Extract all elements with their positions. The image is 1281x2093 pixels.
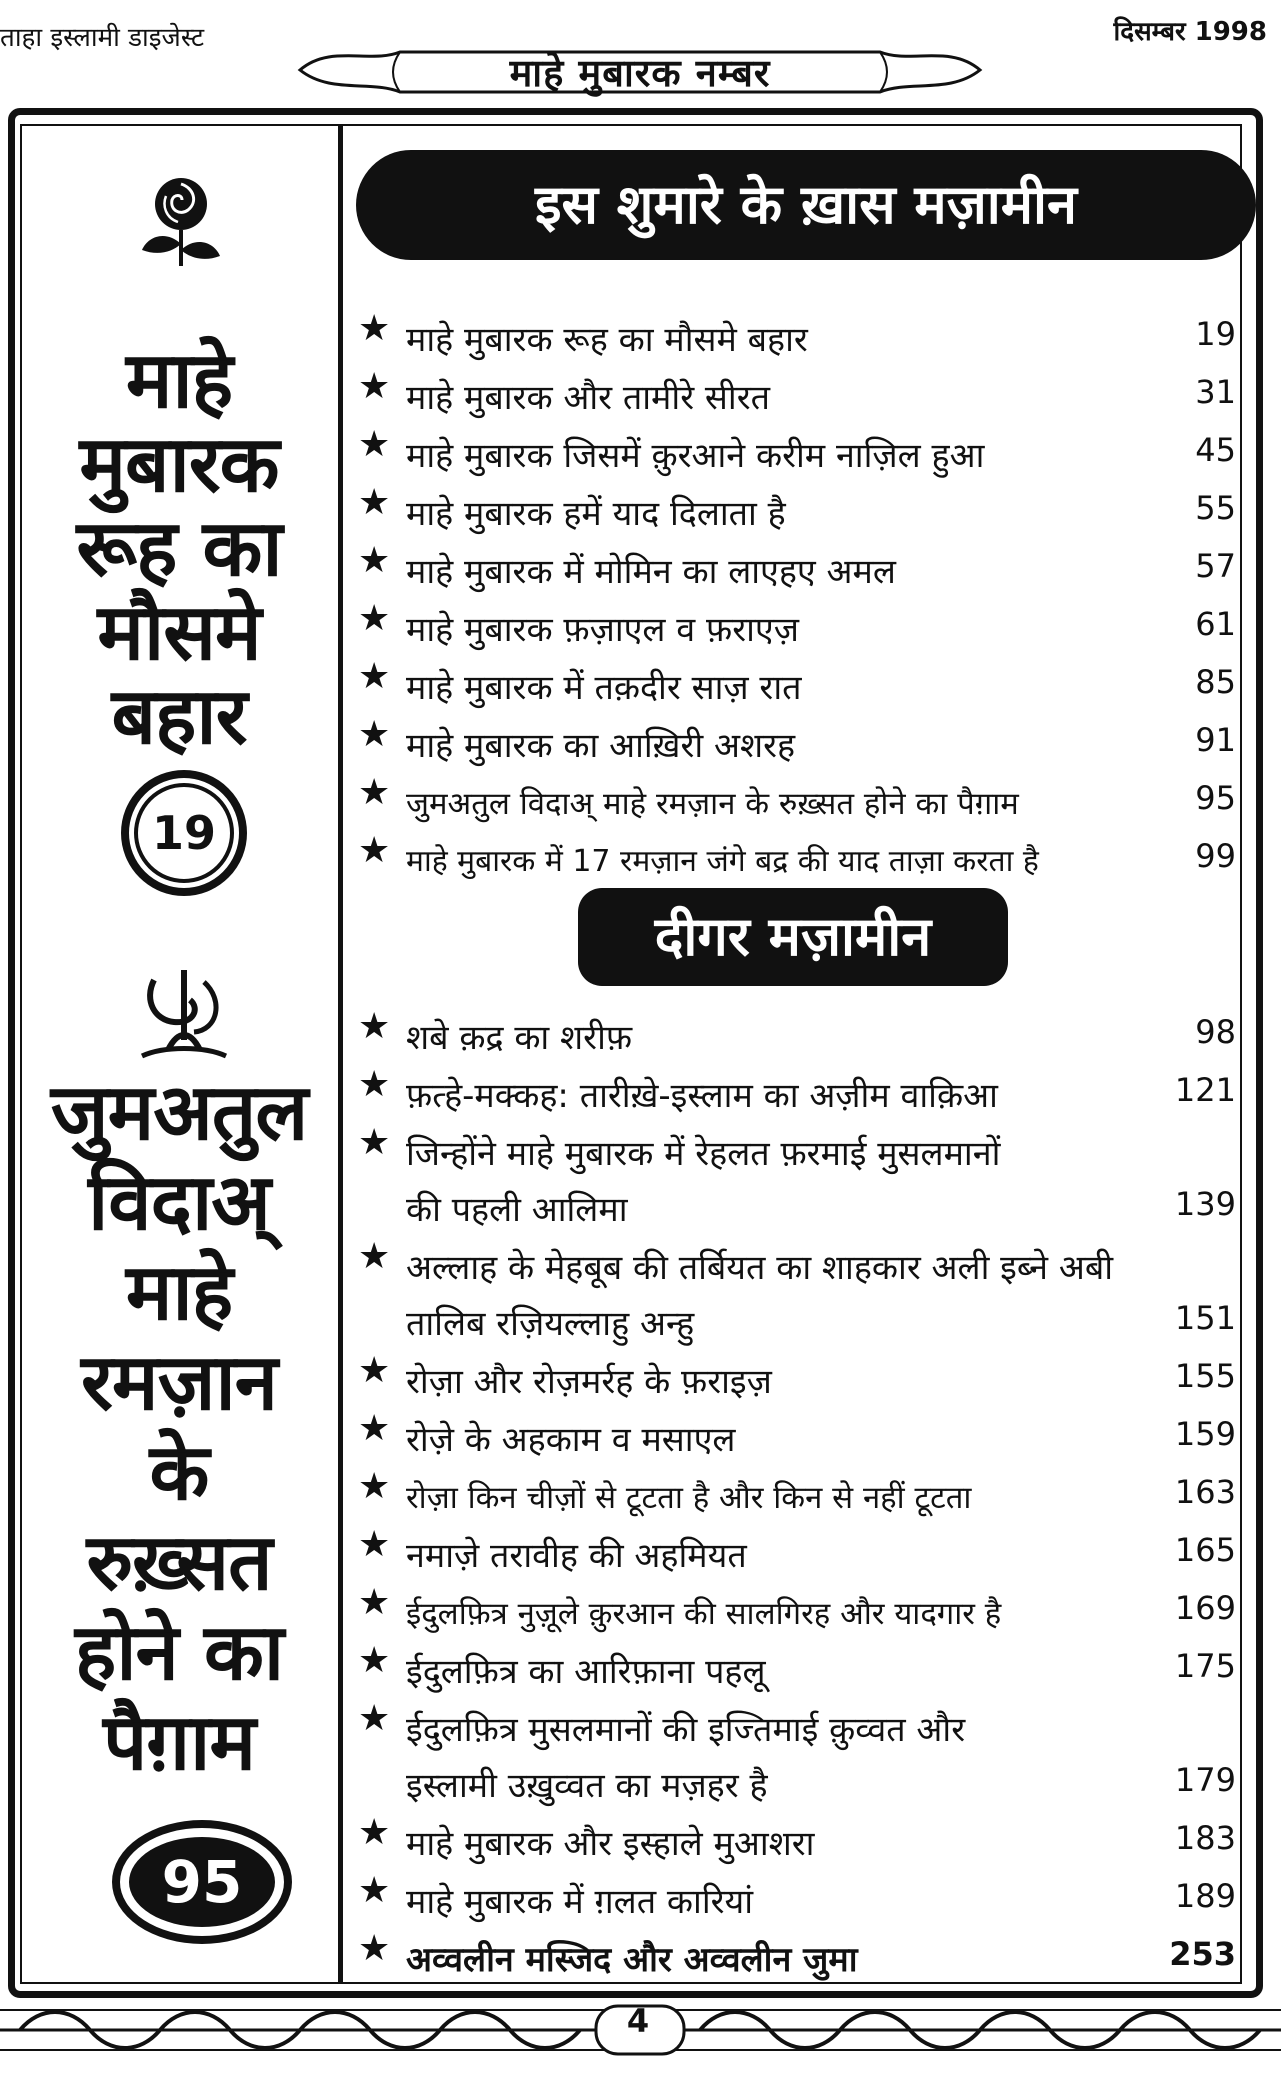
toc-page: 189 [1174, 1877, 1236, 1915]
toc-entry[interactable] [358, 654, 1258, 712]
star-icon: ★ [358, 656, 391, 697]
toc-page: 61 [1195, 605, 1236, 643]
star-icon: ★ [358, 1870, 391, 1911]
star-icon: ★ [358, 1812, 391, 1853]
special-issue-banner [290, 34, 990, 98]
toc-title: माहे मुबारक में ग़लत कारियां [406, 1882, 754, 1922]
issue-date: दिसम्बर 1998 [1113, 17, 1267, 47]
sidebar [24, 130, 334, 1980]
sidebar-line: विदाअ् [88, 1158, 270, 1248]
toc-entry[interactable] [358, 306, 1258, 364]
sidebar-line: के [149, 1428, 209, 1518]
toc-entry[interactable] [358, 1348, 1258, 1406]
star-icon: ★ [358, 1928, 391, 1969]
star-icon: ★ [358, 1350, 391, 1391]
toc-title: ईदुलफ़ित्र का आरिफ़ाना पहलू [406, 1652, 766, 1692]
toc-entry[interactable] [358, 422, 1258, 480]
sidebar-line: रूह का [76, 504, 282, 594]
rose-icon [136, 170, 226, 270]
toc-title: फ़त्हे-मक्कह: तारीख़े-इस्लाम का अज़ीम वाक़िआ [406, 1076, 998, 1116]
toc-page: 91 [1195, 721, 1236, 759]
banner-title: माहे मुबारक नम्बर [509, 51, 771, 95]
toc-entry[interactable] [358, 828, 1258, 886]
toc-page: 57 [1195, 547, 1236, 585]
page-number-circle [121, 770, 247, 896]
sidebar-line: मुबारक [79, 420, 279, 510]
toc-entry[interactable] [358, 480, 1258, 538]
ornament-icon [134, 960, 234, 1070]
toc-page: 163 [1174, 1473, 1236, 1511]
toc-page: 99 [1195, 837, 1236, 875]
toc-page: 85 [1195, 663, 1236, 701]
toc-entry[interactable] [358, 1004, 1258, 1062]
toc-title: माहे मुबारक और तामीरे सीरत [406, 378, 770, 418]
page-number-oval [112, 1820, 292, 1944]
toc-entry[interactable] [358, 1234, 1258, 1348]
toc-entry[interactable] [358, 1638, 1258, 1696]
toc-title: माहे मुबारक में मोमिन का लाएहए अमल [406, 552, 896, 592]
toc-page: 175 [1174, 1647, 1236, 1685]
star-icon: ★ [358, 1640, 391, 1681]
star-icon: ★ [358, 482, 391, 523]
featured-articles-list [358, 306, 1258, 886]
sidebar-line: माहे [125, 336, 233, 426]
toc-entry[interactable] [358, 1810, 1258, 1868]
toc-entry[interactable] [358, 538, 1258, 596]
toc-page: 45 [1195, 431, 1236, 469]
toc-title: ईदुलफ़ित्र नुज़ूले क़ुरआन की सालगिरह और यादगार है [406, 1596, 1002, 1632]
toc-title: शबे क़द्र का शरीफ़ [406, 1018, 633, 1058]
toc-title: माहे मुबारक का आख़िरी अशरह [406, 726, 796, 766]
section-heading-other: दीगर मज़ामीन [578, 888, 1008, 986]
toc-title: माहे मुबारक में तक़दीर साज़ रात [406, 668, 802, 708]
toc-page: 55 [1195, 489, 1236, 527]
toc-entry[interactable] [358, 1062, 1258, 1120]
toc-title: माहे मुबारक हमें याद दिलाता है [406, 494, 786, 534]
star-icon: ★ [358, 598, 391, 639]
toc-entry[interactable] [358, 1926, 1258, 1984]
toc-page: 155 [1174, 1357, 1236, 1395]
magazine-name: ताहा इस्लामी डाइजेस्ट [0, 23, 205, 53]
toc-entry[interactable] [358, 1580, 1258, 1638]
sidebar-line: होने का [74, 1608, 284, 1698]
star-icon: ★ [358, 1408, 391, 1449]
toc-page: 169 [1174, 1589, 1236, 1627]
sidebar-line: बहार [111, 672, 247, 762]
star-icon: ★ [358, 1582, 391, 1623]
toc-page: 159 [1174, 1415, 1236, 1453]
toc-entry[interactable] [358, 1522, 1258, 1580]
star-icon: ★ [358, 1236, 391, 1277]
toc-entry[interactable] [358, 1868, 1258, 1926]
toc-page: 19 [1195, 315, 1236, 353]
star-icon: ★ [358, 366, 391, 407]
sidebar-line: रुख़्सत [86, 1518, 272, 1608]
toc-title: ईदुलफ़ित्र मुसलमानों की इज्तिमाई क़ुव्वत और इस्लामी उख़ुव्वत का मज़हर है [406, 1710, 966, 1806]
toc-page: 183 [1174, 1819, 1236, 1857]
toc-page: 151 [1174, 1299, 1236, 1337]
toc-title: माहे मुबारक फ़ज़ाएल व फ़राएज़ [406, 610, 799, 650]
toc-title: माहे मुबारक जिसमें क़ुरआने करीम नाज़िल हुआ [406, 436, 985, 476]
sidebar-line: पैग़ाम [102, 1698, 256, 1788]
sidebar-line: मौसमे [97, 588, 261, 678]
star-icon: ★ [358, 1064, 391, 1105]
toc-title: रोज़ा किन चीज़ों से टूटता है और किन से नहीं टूटता [406, 1480, 972, 1516]
toc-title: रोज़ा और रोज़मर्रह के फ़राइज़ [406, 1362, 772, 1402]
toc-title: जिन्होंने माहे मुबारक में रेहलत फ़रमाई मुसलमानों की पहली आलिमा [406, 1134, 1001, 1230]
toc-entry[interactable] [358, 596, 1258, 654]
star-icon: ★ [358, 424, 391, 465]
toc-page: 253 [1169, 1935, 1236, 1973]
column-divider [338, 124, 343, 1984]
sidebar-line: रमज़ान [81, 1338, 277, 1428]
toc-page: 95 [1195, 779, 1236, 817]
toc-title: अल्लाह के मेहबूब की तर्बियत का शाहकार अली इब्ने अबी तालिब रज़ियल्लाहु अन्हु [406, 1248, 1114, 1344]
toc-title: जुमअतुल विदाअ् माहे रमज़ान के रुख़्सत होने का पैग़ाम [406, 786, 1019, 822]
toc-title: माहे मुबारक और इस्हाले मुआशरा [406, 1824, 815, 1864]
section-heading-featured: इस शुमारे के ख़ास मज़ामीन [356, 150, 1256, 260]
star-icon: ★ [358, 1006, 391, 1047]
toc-page: 98 [1195, 1013, 1236, 1051]
star-icon: ★ [358, 714, 391, 755]
toc-title: नमाज़े तरावीह की अहमियत [406, 1536, 747, 1576]
toc-page: 31 [1195, 373, 1236, 411]
toc-entry[interactable] [358, 1464, 1258, 1522]
oval-number: 95 [129, 1837, 275, 1927]
toc-entry[interactable] [358, 1120, 1258, 1234]
other-articles-list [358, 1004, 1258, 1984]
toc-page: 121 [1174, 1071, 1236, 1109]
toc-title: माहे मुबारक में 17 रमज़ान जंगे बद्र की याद ताज़ा करता है [406, 844, 1039, 879]
toc-entry[interactable] [358, 364, 1258, 422]
toc-title: माहे मुबारक रूह का मौसमे बहार [406, 320, 808, 360]
page-number: 4 [626, 2002, 650, 2040]
star-icon: ★ [358, 1466, 391, 1507]
toc-title: रोज़े के अहकाम व मसाएल [406, 1420, 736, 1460]
sidebar-line: माहे [125, 1248, 233, 1338]
toc-entry[interactable] [358, 770, 1258, 828]
toc-entry[interactable] [358, 1406, 1258, 1464]
star-icon: ★ [358, 1122, 391, 1163]
toc-page: 179 [1174, 1761, 1236, 1799]
star-icon: ★ [358, 540, 391, 581]
star-icon: ★ [358, 1524, 391, 1565]
star-icon: ★ [358, 772, 391, 813]
star-icon: ★ [358, 308, 391, 349]
toc-title: अव्वलीन मस्जिद और अव्वलीन जुमा [406, 1940, 858, 1980]
toc-page: 139 [1174, 1185, 1236, 1223]
circle-number: 19 [134, 783, 234, 883]
star-icon: ★ [358, 830, 391, 871]
toc-entry[interactable] [358, 1696, 1258, 1810]
toc-entry[interactable] [358, 712, 1258, 770]
toc-page: 165 [1174, 1531, 1236, 1569]
star-icon: ★ [358, 1698, 391, 1739]
sidebar-line: जुमअतुल [50, 1068, 308, 1158]
